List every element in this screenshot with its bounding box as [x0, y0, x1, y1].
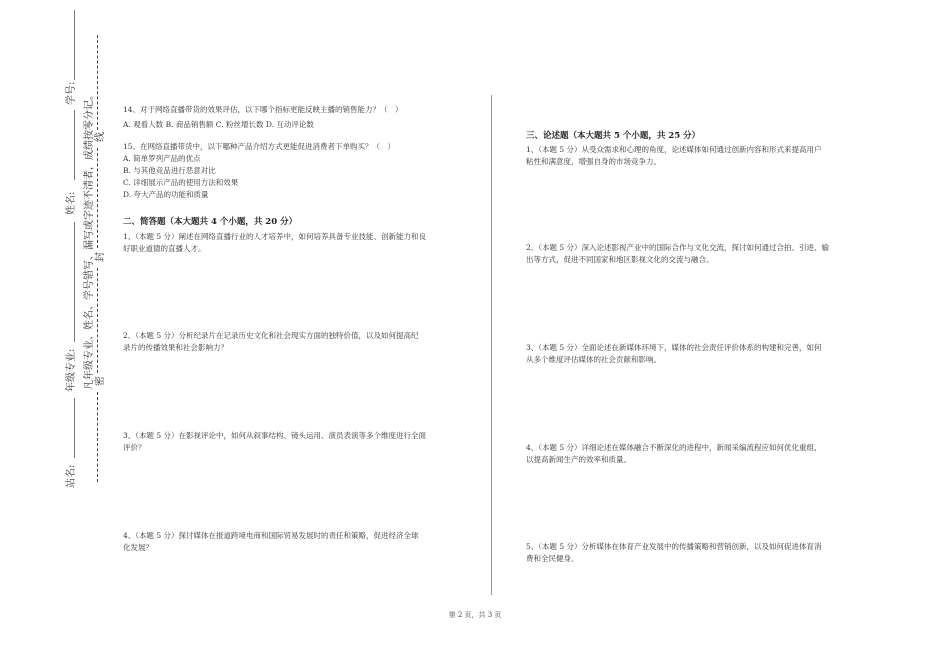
- short-answer-q1-line1: 1、（本题 5 分）阐述在网络直播行业的人才培养中，如何培养具备专业技能、创新能力和良: [123, 232, 427, 241]
- column-divider: [491, 95, 492, 595]
- site-label: 站名:: [66, 464, 77, 488]
- essay-q1-line2: 粘性和满意度，增强自身的市场竞争力。: [526, 157, 661, 166]
- q14-options: A. 观看人数 B. 商品销售额 C. 粉丝增长数 D. 互动评论数: [123, 120, 314, 129]
- short-answer-q3-line1: 3、（本题 5 分）在影视评论中，如何从叙事结构、镜头运用、演员表演等多个维度进行全面: [123, 431, 427, 440]
- essay-q1-line1: 1、（本题 5 分）从受众需求和心理的角度，论述媒体如何通过创新内容和形式来提高用户: [526, 145, 822, 154]
- warning-text: 凡年级专业、姓名、学号错写、漏写或字迹不清者，成绩按零分记。: [84, 90, 95, 390]
- short-answer-q3: [123, 430, 473, 454]
- binding-margin: [0, 0, 110, 672]
- margin-line-3: [74, 222, 75, 342]
- essay-q3: [526, 342, 866, 366]
- essay-q4-line1: 4、（本题 5 分）详细论述在媒体融合不断深化的进程中，新闻采编流程应如何优化重组，: [526, 443, 822, 452]
- margin-line-2: [74, 110, 75, 180]
- short-answer-q3-line2: 评价？: [123, 443, 146, 452]
- essay-q4: [526, 442, 866, 466]
- question-15: [123, 141, 473, 201]
- q14-stem: 14、对于网络直播带货的效果评估，以下哪个指标更能反映主播的销售能力？（ ）: [123, 105, 403, 114]
- essay-q2-line2: 出等方式，促进不同国家和地区影视文化的交流与融合。: [526, 255, 714, 264]
- seal-dashed-line-top: [97, 35, 98, 130]
- major-label: 年级专业:: [66, 348, 77, 392]
- short-answer-q1: [123, 231, 473, 255]
- section-short-answer-title: 二、简答题（本大题共 4 个小题，共 20 分）: [123, 217, 298, 227]
- essay-q5-line1: 5、（本题 5 分）分析媒体在体育产业发展中的传播策略和营销创新，以及如何促进体育消: [526, 542, 822, 551]
- short-answer-q2: [123, 330, 473, 354]
- essay-q2: [526, 242, 866, 266]
- margin-line-4: [74, 398, 75, 458]
- name-label: 姓名:: [66, 191, 77, 215]
- short-answer-q2-line1: 2、（本题 5 分）分析纪录片在记录历史文化和社会现实方面的独特价值，以及如何提高纪: [123, 331, 419, 340]
- essay-q5-line2: 费和全民健身。: [526, 554, 579, 563]
- q15-option-b: B. 与其他竞品进行恶意对比: [123, 166, 216, 175]
- seal-dashed-line-middle: [97, 148, 98, 248]
- student-id-label: 学号:: [66, 81, 77, 105]
- essay-q2-line1: 2、（本题 5 分）深入论述影视产业中的国际合作与文化交流，探讨如何通过合拍、引进、输: [526, 243, 830, 252]
- seal-dashed-line-bottom: [97, 392, 98, 482]
- q15-option-c: C. 详细展示产品的使用方法和效果: [123, 178, 239, 187]
- short-answer-q4-line2: 化发展？: [123, 543, 153, 552]
- short-answer-q2-line2: 录片的传播效果和社会影响力？: [123, 343, 228, 352]
- page-number: 第 2 页，共 3 页: [448, 611, 502, 619]
- essay-q1: [526, 144, 866, 168]
- seal-mark-line: 线: [95, 132, 106, 142]
- margin-line-1: [74, 10, 75, 80]
- essay-q4-line2: 以提高新闻生产的效率和质量。: [526, 455, 631, 464]
- essay-q3-line2: 从多个维度评估媒体的社会贡献和影响。: [526, 355, 661, 364]
- section-essay-title: 三、论述题（本大题共 5 个小题，共 25 分）: [526, 131, 701, 141]
- seal-dashed-line-lower: [97, 268, 98, 373]
- question-14: [123, 104, 473, 131]
- q15-option-a: A. 简单罗列产品的优点: [123, 154, 201, 163]
- short-answer-q4: [123, 530, 473, 554]
- q15-stem: 15、在网络直播带货中，以下哪种产品介绍方式更能促进消费者下单购买？（ ）: [123, 142, 396, 151]
- seal-mark-seal: 封: [95, 252, 106, 262]
- essay-q5: [526, 541, 866, 565]
- essay-q3-line1: 3、（本题 5 分）全面论述在新媒体环境下，媒体的社会责任评价体系的构建和完善，如何: [526, 343, 822, 352]
- short-answer-q4-line1: 4、（本题 5 分）探讨媒体在报道跨境电商和国际贸易发展时的责任和策略，促进经济全球: [123, 531, 419, 540]
- short-answer-q1-line2: 好职业道德的直播人才。: [123, 244, 206, 253]
- seal-mark-secret: 密: [95, 376, 106, 386]
- q15-option-d: D. 夸大产品的功能和质量: [123, 190, 209, 199]
